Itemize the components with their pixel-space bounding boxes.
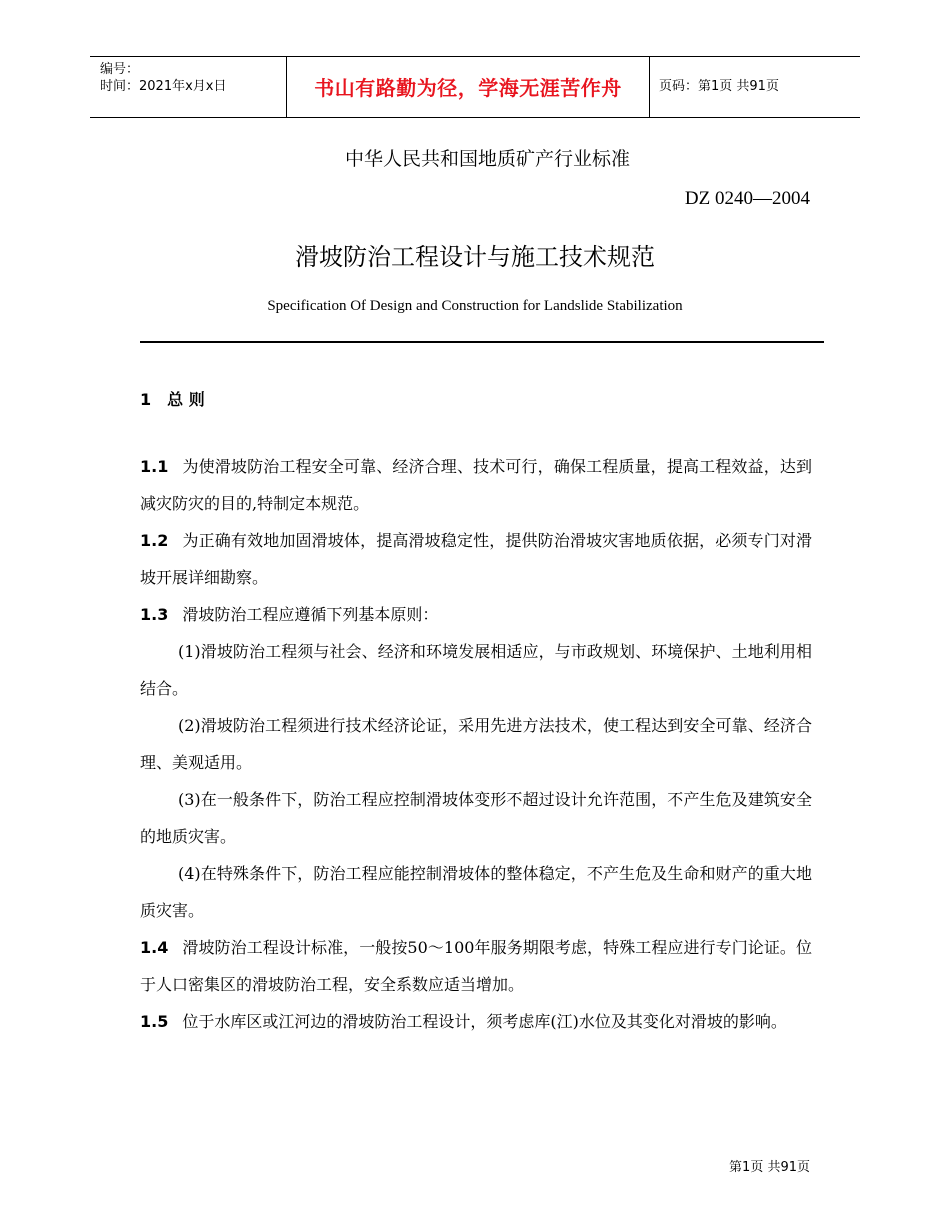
clause-number: 1.3 xyxy=(140,605,169,624)
principle-item: (3)在一般条件下，防治工程应控制滑坡体变形不超过设计允许范围，不产生危及建筑安全的地质灾害。 xyxy=(140,790,812,846)
clause-text: 为正确有效地加固滑坡体，提高滑坡稳定性，提供防治滑坡灾害地质依据，必须专门对滑坡开展详细勘察。 xyxy=(140,531,812,587)
clause-number: 1.2 xyxy=(140,531,169,550)
page-header xyxy=(90,56,860,118)
document-title: 滑坡防治工程设计与施工技术规范 xyxy=(295,243,655,271)
clause-text: 滑坡防治工程应遵循下列基本原则： xyxy=(182,605,439,624)
clause-1-2 xyxy=(140,522,812,596)
section-heading: 1 总 则 xyxy=(140,390,205,409)
header-page-cell xyxy=(649,57,860,117)
clause-1-4 xyxy=(140,929,812,1003)
principle-item: (4)在特殊条件下，防治工程应能控制滑坡体的整体稳定，不产生危及生命和财产的重大地质灾害。 xyxy=(140,864,812,920)
motto-text: 书山有路勤为径，学海无涯苦作舟 xyxy=(314,76,622,100)
principle-item: (2)滑坡防治工程须进行技术经济论证，采用先进方法技术，使工程达到安全可靠、经济合理、美观适用。 xyxy=(140,716,812,772)
principle-item: (1)滑坡防治工程须与社会、经济和环境发展相适应，与市政规划、环境保护、土地利用相结合。 xyxy=(140,642,812,698)
standard-number: DZ 0240—2004 xyxy=(684,188,810,209)
footer-page-info: 第1页 共91页 xyxy=(729,1160,810,1175)
header-meta-cell xyxy=(90,57,286,117)
header-motto-cell xyxy=(286,57,650,117)
document-body xyxy=(140,386,812,1040)
clause-text: 为使滑坡防治工程安全可靠、经济合理、技术可行，确保工程质量，提高工程效益，达到减灾防灾的目的,特制定本规范。 xyxy=(140,457,812,513)
clause-1-1 xyxy=(140,448,812,522)
clause-number: 1.4 xyxy=(140,938,169,957)
time-label: 时间：2021年x月x日 xyxy=(100,79,227,94)
serial-label: 编号： xyxy=(100,62,140,77)
document-subtitle: Specification Of Design and Construction for Landslide Stabilization xyxy=(267,298,683,314)
standard-org: 中华人民共和国地质矿产行业标准 xyxy=(344,148,630,170)
title-divider xyxy=(140,341,824,343)
header-page-info: 页码：第1页 共91页 xyxy=(659,79,779,94)
clause-1-3 xyxy=(140,596,812,633)
clause-number: 1.5 xyxy=(140,1012,169,1031)
clause-number: 1.1 xyxy=(140,457,169,476)
clause-text: 位于水库区或江河边的滑坡防治工程设计，须考虑库(江)水位及其变化对滑坡的影响。 xyxy=(182,1012,787,1031)
clause-1-5 xyxy=(140,1003,812,1040)
clause-text: 滑坡防治工程设计标准，一般按50～100年服务期限考虑，特殊工程应进行专门论证。位于人口密集区的滑坡防治工程，安全系数应适当增加。 xyxy=(140,938,812,994)
